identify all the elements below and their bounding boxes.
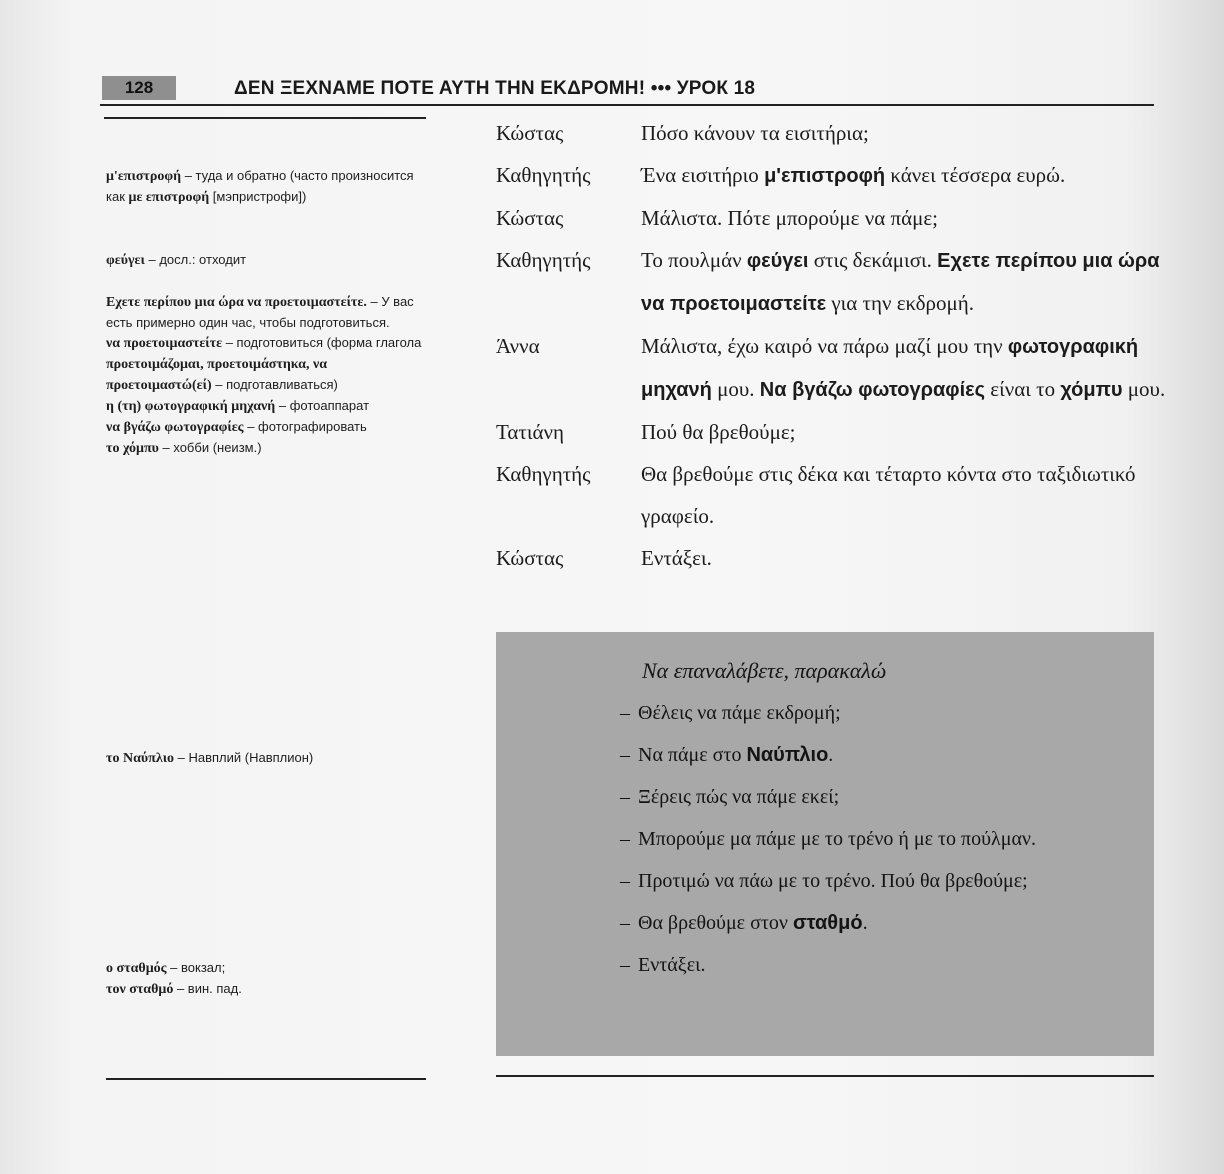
dialogue-line: Μάλιστα. Πότε μπορούμε να πάμε; <box>641 206 939 230</box>
dialogue-line: Πόσο κάνουν τα εισιτήρια; <box>641 121 869 145</box>
dialogue-line <box>641 154 1171 197</box>
header-rule <box>100 104 1154 106</box>
note-term: τον σταθμό <box>106 982 174 997</box>
dialogue-line: Εντάξει. <box>641 546 712 570</box>
text-run: . <box>862 912 868 934</box>
dialogue-row <box>496 154 1186 197</box>
speaker-name: Καθηγητής <box>496 248 591 272</box>
speaker-name: Καθηγητής <box>496 462 591 486</box>
dialogue-row <box>496 197 1186 239</box>
vocab-highlight: σταθμό <box>792 912 863 934</box>
glossary-note-prepare-verb <box>106 333 428 396</box>
practice-line: – Θέλεις να πάμε εκδρομή; <box>620 692 1154 734</box>
speaker-name: Τατιάνη <box>496 420 564 444</box>
text-run: . <box>828 744 834 766</box>
text-run: Ένα εισιτήριο <box>641 163 765 187</box>
practice-line: – Εντάξει. <box>620 944 1154 986</box>
text-run: μου. <box>711 377 760 401</box>
dialogue-line: Θα βρεθούμε στις δέκα και τέταρτο κόντα στο ταξιδιωτικό γραφείο. <box>641 462 1136 528</box>
practice-line: – Προτιμώ να πάω με το τρένο. Πού θα βρεθούμε; <box>620 860 1154 902</box>
text-run: για την εκδρομή. <box>826 291 975 315</box>
bottom-rule-right <box>496 1075 1154 1077</box>
text-run: Το πουλμάν <box>641 248 747 272</box>
dialogue-row <box>496 112 1186 154</box>
glossary-note-hobby <box>106 438 428 459</box>
note-text: – подготовиться (форма глагола <box>222 335 422 350</box>
dialogue-row <box>496 537 1186 579</box>
glossary-note-leaves <box>106 250 428 271</box>
glossary-note-station <box>106 958 428 1000</box>
bottom-rule-left <box>106 1078 426 1080</box>
note-text: – хобби (неизм.) <box>158 440 262 455</box>
practice-box <box>496 632 1154 1056</box>
note-text: – Навплий (Навплион) <box>174 750 314 765</box>
glossary-note-prepare-sentence <box>106 292 428 333</box>
note-text: – фотоаппарат <box>275 398 370 413</box>
text-run: μου. <box>1122 377 1166 401</box>
left-column-rule <box>104 117 426 119</box>
dialogue-row <box>496 239 1186 325</box>
note-text: – туда и обратно (часто произносится как <box>106 168 414 204</box>
practice-line: – Μπορούμε μα πάμε με το τρένο ή με το πούλμαν. <box>620 818 1038 860</box>
practice-line: – Ξέρεις πώς να πάμε εκεί; <box>620 776 1154 818</box>
note-term: το Ναύπλιο <box>106 751 175 766</box>
speaker-name: Καθηγητής <box>496 163 591 187</box>
text-run: Να πάμε στο <box>638 744 747 766</box>
note-text: – досл.: отходит <box>144 252 247 267</box>
vocab-highlight: μ'επιστροφή <box>764 165 886 187</box>
dialogue <box>496 112 1186 579</box>
note-text: – У вас есть примерно один час, чтобы подготовиться. <box>106 294 414 330</box>
glossary-note-photograph <box>106 417 428 438</box>
note-text: [мэпристрофи]) <box>209 189 307 204</box>
vocab-highlight: φωτογραφική μηχανή <box>641 336 1139 401</box>
note-term: Εχετε περίπου μια ώρα να προετοιμαστείτε. <box>106 295 367 310</box>
vocab-highlight: φεύγει <box>746 250 809 272</box>
dialogue-line: Πού θα βρεθούμε; <box>641 420 796 444</box>
practice-line <box>620 902 1154 944</box>
note-text: – вин. пад. <box>173 981 242 996</box>
vocab-highlight: Εχετε περίπου μια ώρα να προετοιμαστείτε <box>641 250 1160 315</box>
text-run: Θα βρεθούμε στον <box>638 912 793 934</box>
note-text: – подготавливаться) <box>211 377 338 392</box>
page-header <box>100 76 1154 106</box>
note-term: η (τη) φωτογραφική μηχανή <box>106 399 276 414</box>
vocab-highlight: χόμπυ <box>1060 379 1123 401</box>
speaker-name: Κώστας <box>496 546 564 570</box>
dialogue-row <box>496 411 1186 453</box>
page-number: 128 <box>102 76 176 100</box>
text-run: είναι το <box>985 377 1061 401</box>
text-run: Μάλιστα, έχω καιρό να πάρω μαζί μου την <box>641 334 1008 358</box>
note-term: να προετοιμαστείτε <box>106 336 223 351</box>
speaker-name: Κώστας <box>496 121 564 145</box>
dialogue-row <box>496 325 1186 411</box>
dialogue-row <box>496 453 1186 537</box>
glossary-notes-block <box>106 292 428 459</box>
note-term: προετοιμάζομαι, προετοιμάστηκα, να προετοιμαστώ(εί) <box>106 357 328 393</box>
note-term: το χόμπυ <box>106 441 159 456</box>
lesson-title: ΔΕΝ ΞΕΧΝΑΜΕ ΠΟΤΕ ΑΥΤΗ ΤΗΝ ΕΚΔΡΟΜΗ! ••• УРОК 18 <box>234 78 756 99</box>
practice-title: Να επαναλάβετε, παρακαλώ <box>642 658 887 683</box>
glossary-note-nafplio <box>106 748 428 769</box>
dialogue-line <box>641 239 1171 325</box>
practice-line <box>620 734 1154 776</box>
dialogue-line <box>641 325 1171 411</box>
note-text: – вокзал; <box>166 960 226 975</box>
text-run: στις δεκάμισι. <box>808 248 938 272</box>
note-term: φεύγει <box>106 253 145 268</box>
note-text: – фотографировать <box>243 419 367 434</box>
glossary-note-return-ticket <box>106 166 428 208</box>
speaker-name: Άννα <box>496 334 540 358</box>
vocab-highlight: Ναύπλιο <box>746 744 829 766</box>
text-run: κάνει τέσσερα ευρώ. <box>885 163 1066 187</box>
note-term: ο σταθμός <box>106 961 167 976</box>
note-term: μ'επιστροφή <box>106 169 182 184</box>
note-term: με επιστροφή <box>128 190 210 205</box>
note-term: να βγάζω φωτογραφίες <box>106 420 244 435</box>
speaker-name: Κώστας <box>496 206 564 230</box>
glossary-note-camera <box>106 396 428 417</box>
vocab-highlight: Να βγάζω φωτογραφίες <box>759 379 986 401</box>
